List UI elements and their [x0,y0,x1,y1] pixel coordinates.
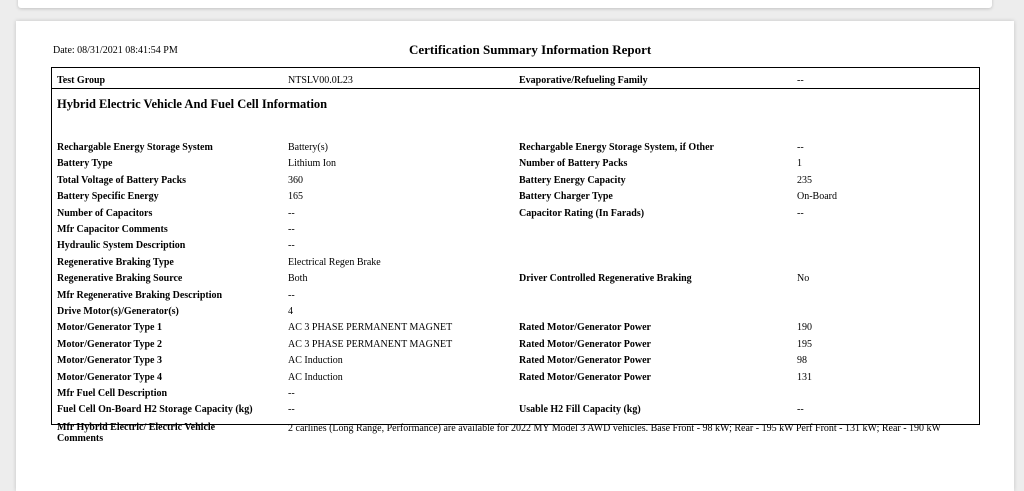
field-value: -- [288,289,295,301]
field-value: -- [288,240,295,252]
field-value: Lithium Ion [288,158,337,170]
field-right-label: Battery Energy Capacity [519,174,626,186]
field-right-value: -- [797,207,804,219]
field-value: AC Induction [288,355,343,367]
field-label: Motor/Generator Type 4 [57,371,162,383]
field-value: -- [288,388,295,399]
field-value: AC 3 PHASE PERMANENT MAGNET [288,322,453,334]
report-date: Date: 08/31/2021 08:41:54 PM [53,45,178,56]
field-right-label: Driver Controlled Regenerative Braking [519,273,692,285]
test-group-value: NTSLV00.0L23 [288,75,353,86]
field-label: Rechargable Energy Storage System [57,142,213,153]
field-right-value: 235 [797,174,812,186]
field-right-value: 1 [797,158,802,170]
field-label: Motor/Generator Type 3 [57,355,162,367]
report-table [51,67,980,444]
field-label: Drive Motor(s)/Generator(s) [57,306,179,317]
report-title: Certification Summary Information Report [409,42,652,57]
field-right-value: 195 [797,338,812,350]
test-group-label: Test Group [57,75,106,86]
field-right-label: Rated Motor/Generator Power [519,355,651,367]
field-value: 360 [288,174,303,186]
field-label: Fuel Cell On-Board H2 Storage Capacity (kg) [57,404,253,416]
section-title: Hybrid Electric Vehicle And Fuel Cell Information [57,97,328,111]
field-right-value: On-Board [797,191,837,203]
comments-label-line2: Comments [57,433,104,444]
field-label: Motor/Generator Type 1 [57,322,162,334]
field-right-label: Rated Motor/Generator Power [519,322,651,334]
field-value: Battery(s) [288,142,328,153]
field-right-label: Rated Motor/Generator Power [519,338,651,350]
field-value: Electrical Regen Brake [288,256,381,268]
field-value: 165 [288,191,303,203]
field-right-label: Battery Charger Type [519,191,613,203]
field-value: AC 3 PHASE PERMANENT MAGNET [288,338,453,350]
evap-family-label: Evaporative/Refueling Family [519,75,648,86]
field-value: Both [288,273,308,285]
field-label: Battery Specific Energy [57,191,159,203]
field-right-label: Rated Motor/Generator Power [519,371,651,383]
previous-page-edge [18,0,992,8]
field-right-value: -- [797,142,804,153]
field-right-value: 190 [797,322,812,334]
field-value: -- [288,207,295,219]
field-label: Regenerative Braking Source [57,273,183,285]
field-right-label: Capacitor Rating (In Farads) [519,207,645,219]
comments-value: 2 carlines (Long Range, Performance) are available for 2022 MY Model 3 AWD vehicles. Base Front - 98 kW; Rear - 195 kW Perf Front - 131 kW; Rear - 190 kW [288,423,941,434]
field-label: Total Voltage of Battery Packs [57,174,187,186]
field-label: Mfr Regenerative Braking Description [57,289,223,301]
report-page [16,21,1014,491]
field-value: -- [288,404,295,416]
field-label: Mfr Fuel Cell Description [57,388,168,399]
field-right-value: -- [797,404,804,416]
field-right-label: Rechargable Energy Storage System, if Other [519,142,714,153]
field-value: AC Induction [288,371,343,383]
field-label: Number of Capacitors [57,207,153,219]
field-right-value: No [797,273,810,285]
field-right-label: Number of Battery Packs [519,158,628,170]
field-value: 4 [288,306,293,317]
field-value: -- [288,224,295,235]
field-label: Hydraulic System Description [57,240,186,252]
field-right-label: Usable H2 Fill Capacity (kg) [519,404,641,416]
comments-label-line1: Mfr Hybrid Electric/ Electric Vehicle [57,422,216,433]
field-label: Battery Type [57,158,113,170]
field-right-value: 98 [797,355,807,367]
field-label: Regenerative Braking Type [57,256,174,268]
field-label: Mfr Capacitor Comments [57,224,168,235]
field-right-value: 131 [797,371,812,383]
evap-family-value: -- [797,75,804,86]
header-divider [52,88,979,89]
field-label: Motor/Generator Type 2 [57,338,162,350]
